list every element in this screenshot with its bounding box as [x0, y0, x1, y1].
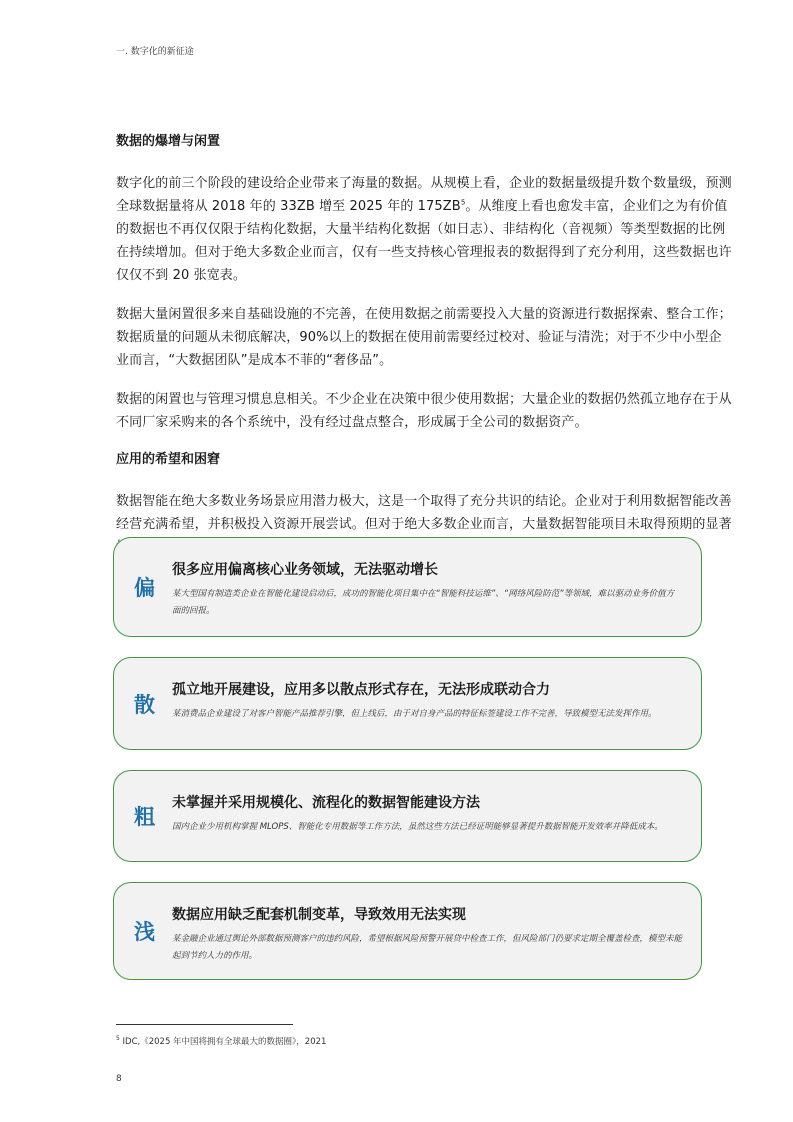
- card-glyph: 偏: [134, 576, 155, 600]
- card-deviation: [113, 537, 702, 637]
- paragraph-data-idle: 数据大量闲置很多来自基础设施的不完善，在使用数据之前需要投入大量的资源进行数据探索、整合工作；数据质量的问题从未彻底解决，90%以上的数据在使用前需要经过校对、验证与清洗；对于不少中小型企业而言，“大数据团队”是成本不菲的“奢侈品”。: [116, 307, 732, 368]
- card-title: 数据应用缺乏配套机制变革，导致效用无法实现: [172, 907, 466, 923]
- card-title: 孤立地开展建设，应用多以散点形式存在，无法形成联动合力: [172, 682, 550, 698]
- card-glyph: 散: [134, 692, 155, 717]
- section-title-application-hope: 应用的希望和困窘: [116, 452, 221, 467]
- paragraph-application-intro: 数据智能在绝大多数业务场景应用潜力极大，这是一个取得了充分共识的结论。企业对于利用数据智能改善经营充满希望，并积极投入资源开展尝试。但对于绝大多数企业而言，大量数据智能项目未取得预期的显著: [116, 494, 732, 532]
- card-title: 很多应用偏离核心业务领域，无法驱动增长: [172, 562, 438, 578]
- card-glyph: 粗: [134, 805, 155, 829]
- card-shallow: [113, 882, 702, 980]
- paragraph-management-habits: 数据的闲置也与管理习惯息息相关。不少企业在决策中很少使用数据；大量企业的数据仍然孤立地存在于从不同厂家采购来的各个系统中，没有经过盘点整合，形成属于全公司的数据资产。: [116, 392, 732, 430]
- main-content: [116, 132, 732, 575]
- card-scattered: [113, 657, 702, 750]
- card-title: 未掌握并采用规模化、流程化的数据智能建设方法: [172, 795, 480, 811]
- card-coarse: [113, 770, 702, 862]
- card-description: 某大型国有制造类企业在智能化建设启动后，成功的智能化项目集中在“智能科技运维”、“网络风险防范”等领域，难以驱动业务价值方面的回报。: [172, 589, 675, 616]
- card-description: 某金融企业通过舆论外部数据预测客户的违约风险，希望根据风险预警开展贷中检查工作，但风险部门仍要求定期全覆盖检查，模型未能起到节约人力的作用。: [172, 934, 683, 961]
- page-number: 8: [116, 1074, 122, 1084]
- running-header: 一. 数字化的新征途: [116, 47, 194, 57]
- card-glyph: 浅: [134, 920, 155, 944]
- footnote-ref[interactable]: 5: [460, 198, 466, 207]
- problem-cards: [113, 537, 702, 1000]
- section-title-data-explosion: 数据的爆增与闲置: [116, 134, 221, 149]
- footnote-divider: [116, 1024, 293, 1025]
- footnote: $^5$ IDC,《2025 年中国将拥有全球最大的数据圈》，2021: [116, 1035, 327, 1047]
- card-description: 某消费品企业建设了对客户智能产品推荐引擎，但上线后，由于对自身产品的特征标签建设工作不完善，导致模型无法发挥作用。: [172, 709, 657, 719]
- paragraph-data-growth: 数字化的前三个阶段的建设给企业带来了海量的数据。从规模上看，企业的数据量级提升数个数量级，预测全球数据量将从 2018 年的 33ZB 增至 2025 年的 $175ZB^5$。从维度上看也愈发丰富，企业们之为有价值的数据也不再仅仅限于结构化数据，大量半结构化数据（如日志）、非结构化（音视频）等类型数据的比例在持续增加。但对于绝大多数企业而言，仅有一些支持核心管理报表的数据得到了充分利用，这些数据也许仅仅不到 20 张宽表。: [116, 176, 732, 283]
- card-description: 国内企业少用机构掌握 MLOPS、智能化专用数据等工作方法，虽然这些方法已经证明能够显著提升数据智能开发效率并降低成本。: [172, 822, 663, 832]
